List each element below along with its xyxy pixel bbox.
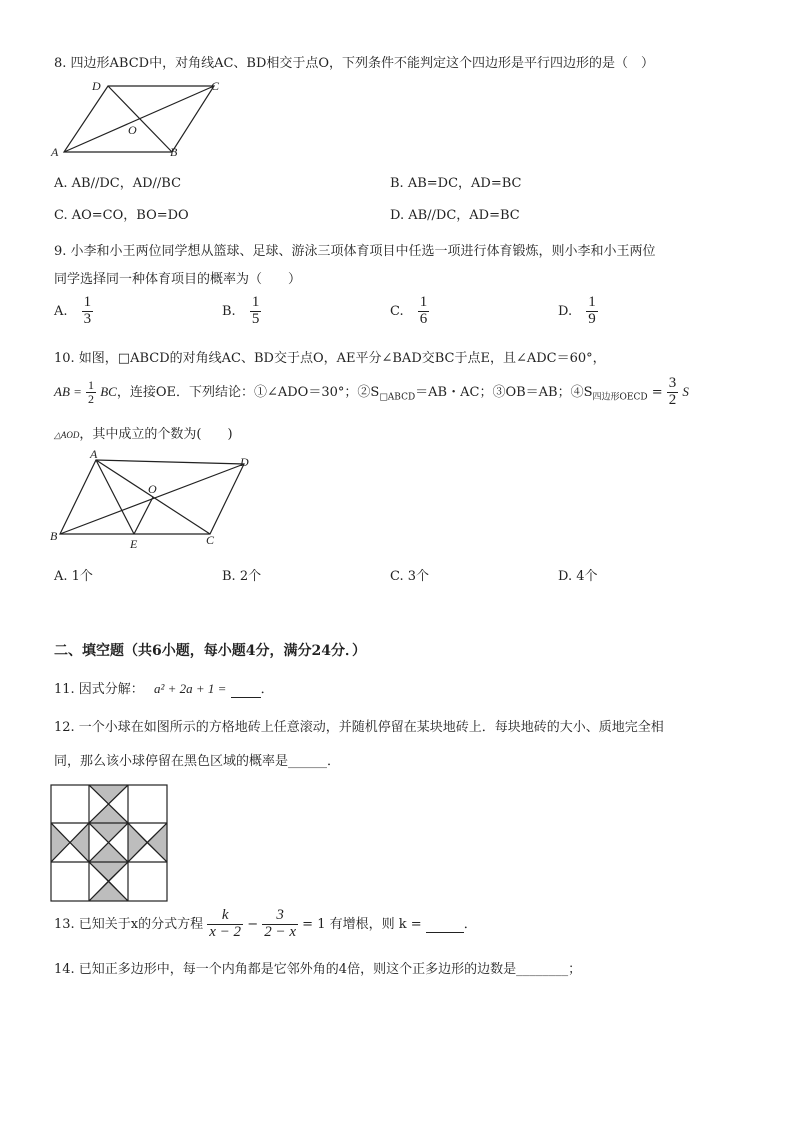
q13-suffix: ． (463, 916, 477, 932)
q8-label-a: A (51, 145, 59, 158)
q8-option-a: A. AB//DC，AD//BC (54, 176, 182, 191)
q10-sub-abcd: □ABCD (379, 392, 416, 403)
q10-ab-rhs: BC (100, 383, 117, 399)
section-2-heading: 二、填空题（共6小题，每小题4分，满分24分．） (54, 643, 366, 659)
q10-ab-num: 1 (88, 378, 95, 393)
q10-label-o: O (148, 482, 157, 496)
q9-option-a-num: 1 (83, 294, 92, 310)
q9-option-a-den: 3 (83, 310, 92, 327)
q9-option-a-letter: A. (54, 303, 68, 319)
q11-answer-blank[interactable] (231, 682, 261, 698)
q8-label-c: C (211, 79, 220, 93)
q12-line2: 同，那么该小球停留在黑色区域的概率是______． (54, 754, 341, 769)
q10-option-c: C. 3个 (390, 569, 430, 584)
q10-ratio-den: 2 (668, 391, 677, 408)
tile-shaded (89, 881, 128, 901)
q10-line3 (54, 423, 233, 442)
q10-line3-text: ，其中成立的个数为( ) (79, 427, 233, 442)
q10-option-d: D. 4个 (558, 569, 598, 584)
q10-equals: = (651, 384, 663, 400)
q9-option-c-den: 6 (419, 310, 428, 327)
q10-option-b: B. 2个 (222, 569, 262, 584)
q14: 14. 已知正多边形中，每一个内角都是它邻外角的4倍，则这个正多边形的边数是________； (54, 962, 582, 977)
q11-suffix: ． (260, 682, 274, 697)
q8-stem: 8. 四边形ABCD中，对角线AC、BD相交于点O，下列条件不能判定这个四边形是平行四边形的是（ ） (54, 56, 655, 71)
tile-shaded (51, 823, 70, 862)
q9-option-c (390, 295, 429, 328)
q9-option-b-letter: B. (222, 303, 236, 319)
tile-shaded (70, 823, 89, 862)
q11-expression: a² + 2a + 1 = (153, 681, 227, 696)
tile-shaded (89, 823, 128, 843)
q13 (54, 908, 477, 941)
q8-option-d: D. AB//DC，AD=BC (390, 208, 520, 223)
q9-option-a (54, 295, 93, 328)
q10-ratio-num: 3 (668, 375, 677, 391)
q11 (54, 678, 274, 698)
q9-option-c-letter: C. (390, 303, 404, 319)
q13-frac2-num: 3 (262, 908, 298, 925)
q10-label-b: B (50, 529, 58, 543)
q13-prefix: 13. 已知关于x的分式方程 (54, 916, 204, 932)
q8-option-b: B. AB=DC，AD=BC (390, 176, 522, 191)
q9-line2: 同学选择同一种体育项目的概率为（ ） (54, 272, 302, 287)
q8-parallelogram-figure (48, 76, 238, 158)
tile-shaded (147, 823, 167, 862)
q10-sub-aod: △AOD (54, 430, 80, 440)
q10-conclusions-1: ，连接OE．下列结论：①∠ADO＝30°；②S (116, 384, 380, 400)
tile-shaded (89, 843, 128, 863)
q10-ratio-s: S (682, 383, 689, 399)
q11-prefix: 11. 因式分解： (54, 682, 144, 697)
q8-option-c: C. AO=CO，BO=DO (54, 208, 189, 223)
tile-shaded (89, 804, 128, 823)
q13-minus: − (247, 916, 259, 932)
q13-frac1-num: k (207, 908, 243, 925)
tile-shaded (128, 823, 147, 862)
q9-line1: 9. 小李和小王两位同学想从篮球、足球、游泳三项体育项目中任选一项进行体育锻炼，则小李和小王两位 (54, 244, 656, 259)
q10-label-a: A (90, 448, 98, 461)
q9-option-b (222, 295, 261, 328)
q12-tile-grid-figure (50, 784, 170, 902)
q10-sub-oecd: 四边形OECD (592, 392, 648, 403)
q12-line1: 12. 一个小球在如图所示的方格地砖上任意滚动，并随机停留在某块地砖上．每块地砖的大小、质地完全相 (54, 720, 664, 735)
q9-option-d-num: 1 (588, 294, 596, 310)
q10-line1: 10. 如图，□ABCD的对角线AC、BD交于点O，AE平分∠BAD交BC于点E，且∠ADC＝60°， (54, 351, 606, 366)
q8-label-o: O (128, 123, 137, 137)
tile-shaded (89, 862, 128, 881)
q13-mid: = 1 有增根，则 k = (302, 916, 422, 932)
q9-option-c-num: 1 (419, 294, 428, 310)
q10-label-c: C (206, 533, 215, 547)
q10-parallelogram-figure (48, 448, 263, 550)
q10-conclusions-2: ＝AB・AC；③OB＝AB；④S (415, 384, 593, 400)
q9-option-d (558, 295, 598, 328)
q10-ab-lhs: AB = (54, 383, 82, 399)
q10-label-e: E (130, 537, 138, 550)
q8-label-b: B (170, 145, 178, 158)
q9-option-b-num: 1 (251, 294, 260, 310)
q8-label-d: D (92, 79, 101, 93)
q10-option-a: A. 1个 (54, 569, 93, 584)
tile-shaded (89, 785, 128, 804)
q9-option-d-letter: D. (558, 303, 573, 319)
q13-frac1-den: x − 2 (209, 923, 242, 940)
q10-label-d: D (240, 455, 249, 469)
q9-option-b-den: 5 (251, 310, 260, 327)
q10-ab-den: 2 (88, 391, 95, 406)
q10-line2 (54, 376, 689, 409)
q13-frac2-den: 2 − x (264, 923, 297, 940)
q9-option-d-den: 9 (588, 310, 596, 327)
q13-answer-blank[interactable] (426, 917, 464, 933)
